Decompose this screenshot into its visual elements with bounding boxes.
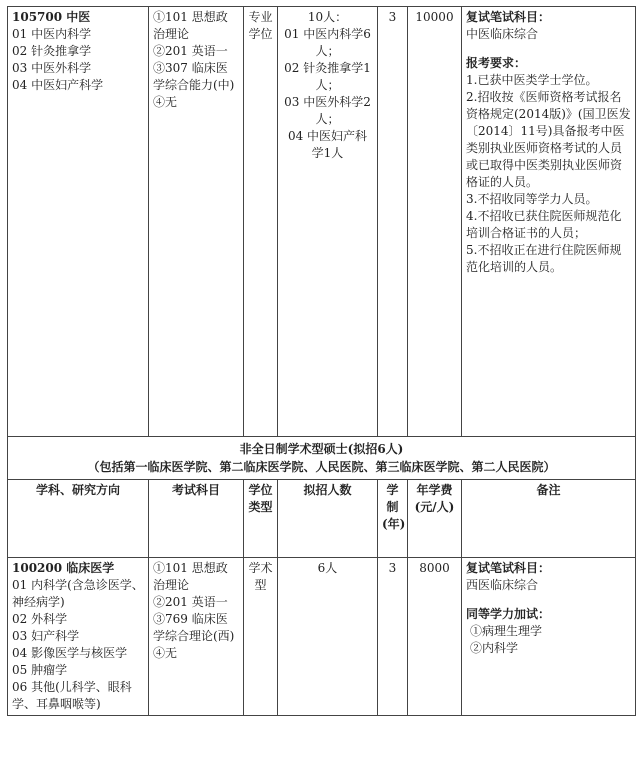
requirement-item: 5.不招收正在进行住院医师规范化培训的人员。 xyxy=(466,243,622,274)
header-notes: 备注 xyxy=(462,480,636,558)
exam-item: ③769 临床医学综合理论(西) xyxy=(153,612,235,643)
enrollment-item: 10人： xyxy=(307,10,348,24)
equiv-title: 同等学力加试： xyxy=(466,607,551,621)
tuition-cell: 8000 xyxy=(408,558,462,716)
direction-item: 03 妇产科学 xyxy=(12,629,80,643)
notes-cell xyxy=(462,7,636,437)
header-subject: 学科、研究方向 xyxy=(8,480,149,558)
direction-item: 05 肿瘤学 xyxy=(12,663,68,677)
equiv-item: ②内科学 xyxy=(470,641,519,655)
exams-cell xyxy=(149,7,244,437)
requirement-item: 4.不招收已获住院医师规范化培训合格证书的人员； xyxy=(466,209,622,240)
exam-item: ①101 思想政治理论 xyxy=(153,561,228,592)
header-degree-type: 学位类型 xyxy=(244,480,278,558)
enrollment-cell xyxy=(278,7,378,437)
direction-item: 03 中医外科学 xyxy=(12,61,92,75)
retest-subject: 中医临床综合 xyxy=(466,27,539,41)
section-title: 非全日制学术型硕士(拟招6人) xyxy=(239,442,404,456)
tuition-cell: 10000 xyxy=(408,7,462,437)
direction-item: 06 其他(儿科学、眼科学、耳鼻咽喉等) xyxy=(12,680,132,711)
header-exams: 考试科目 xyxy=(149,480,244,558)
degree-type-cell: 专业学位 xyxy=(244,7,278,437)
program-row-clinical xyxy=(8,558,636,716)
subject-cell xyxy=(8,7,149,437)
degree-type-cell: 学术型 xyxy=(244,558,278,716)
header-enrollment: 拟招人数 xyxy=(278,480,378,558)
exam-item: ②201 英语一 xyxy=(153,44,228,58)
direction-item: 01 内科学(含急诊医学、神经病学) xyxy=(12,578,144,609)
retest-title: 复试笔试科目： xyxy=(466,10,551,24)
direction-item: 04 中医妇产科学 xyxy=(12,78,104,92)
section-heading-row xyxy=(8,437,636,480)
enrollment-item: 03 中医外科学2人； xyxy=(284,95,371,126)
subject-title: 100200 临床医学 xyxy=(12,561,115,575)
enrollment-item: 04 中医妇产科学1人 xyxy=(287,129,368,160)
column-header-row xyxy=(8,480,636,558)
notes-cell xyxy=(462,558,636,716)
exams-cell xyxy=(149,558,244,716)
enrollment-item: 02 针灸推拿学1人； xyxy=(284,61,371,92)
program-row-tcm xyxy=(8,7,636,437)
requirement-item: 2.招收按《医师资格考试报名资格规定(2014版)》(国卫医发〔2014〕11号)具备报考中医类别执业医师资格考试的人员或已取得中医类别执业医师资格证的人员。 xyxy=(466,90,631,189)
section-subtitle: （包括第一临床医学院、第二临床医学院、人民医院、第三临床医学院、第二人民医院） xyxy=(87,460,556,474)
retest-subject: 西医临床综合 xyxy=(466,578,539,592)
duration-cell: 3 xyxy=(378,558,408,716)
exam-item: ④无 xyxy=(153,95,178,109)
direction-item: 01 中医内科学 xyxy=(12,27,92,41)
exam-item: ②201 英语一 xyxy=(153,595,228,609)
exam-item: ③307 临床医学综合能力(中) xyxy=(153,61,235,92)
retest-title: 复试笔试科目： xyxy=(466,561,551,575)
duration-cell: 3 xyxy=(378,7,408,437)
header-tuition: 年学费(元/人) xyxy=(408,480,462,558)
header-duration: 学制(年) xyxy=(378,480,408,558)
enrollment-cell: 6人 xyxy=(278,558,378,716)
section-heading xyxy=(8,437,636,480)
requirements-title: 报考要求： xyxy=(466,56,527,70)
exam-item: ①101 思想政治理论 xyxy=(153,10,228,41)
requirement-item: 3.不招收同等学力人员。 xyxy=(466,192,598,206)
equiv-item: ①病理生理学 xyxy=(470,624,543,638)
requirement-item: 1.已获中医类学士学位。 xyxy=(466,73,598,87)
subject-cell xyxy=(8,558,149,716)
direction-item: 02 针灸推拿学 xyxy=(12,44,92,58)
subject-title: 105700 中医 xyxy=(12,10,91,24)
enrollment-item: 01 中医内科学6人； xyxy=(284,27,371,58)
exam-item: ④无 xyxy=(153,646,178,660)
direction-item: 02 外科学 xyxy=(12,612,68,626)
direction-item: 04 影像医学与核医学 xyxy=(12,646,128,660)
admissions-table xyxy=(7,6,636,716)
